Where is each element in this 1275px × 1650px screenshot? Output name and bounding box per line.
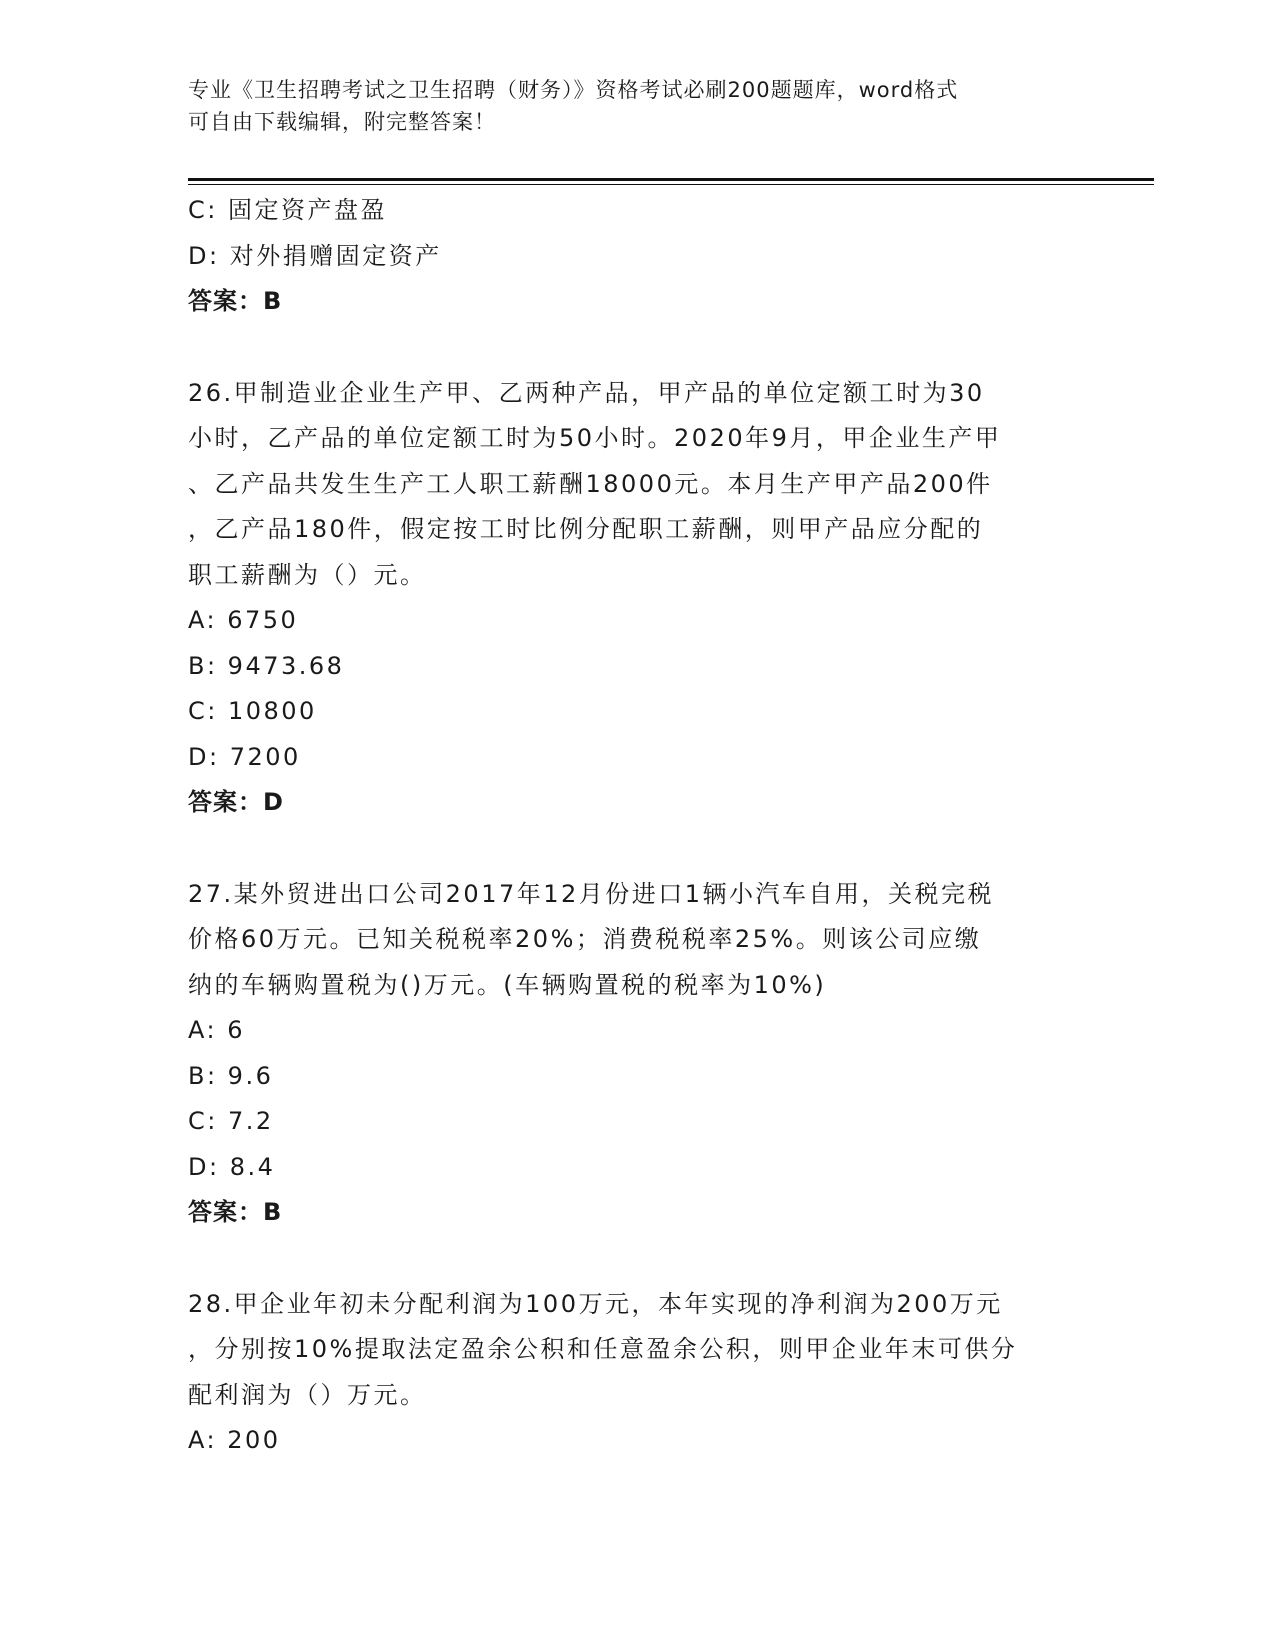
spacer <box>188 826 1088 872</box>
question-stem-line: 、乙产品共发生生产工人职工薪酬18000元。本月生产甲产品200件 <box>188 469 993 498</box>
option-a: A: 6 <box>188 1016 245 1044</box>
document-body <box>188 188 1088 1464</box>
question-stem-line: 小时，乙产品的单位定额工时为50小时。2020年9月，甲企业生产甲 <box>188 424 1002 452</box>
spacer <box>188 325 1088 371</box>
answer-line: 答案：B <box>188 1198 283 1226</box>
question-stem-line: 28.甲企业年初未分配利润为100万元，本年实现的净利润为200万元 <box>188 1289 1003 1318</box>
question-stem-line: 26.甲制造业企业生产甲、乙两种产品，甲产品的单位定额工时为30 <box>188 378 985 407</box>
question-stem-line: 纳的车辆购置税为()万元。(车辆购置税的税率为10%) <box>188 970 827 999</box>
header-divider-thick <box>188 178 1154 181</box>
question-stem-line: ，分别按10%提取法定盈余公积和任意盈余公积，则甲企业年末可供分 <box>188 1335 1018 1363</box>
answer-line: 答案：D <box>188 788 284 816</box>
header-line-2: 可自由下载编辑，附完整答案！ <box>188 110 496 134</box>
option-a: A: 6750 <box>188 606 299 634</box>
option-b: B: 9473.68 <box>188 651 345 680</box>
option-d: D: 8.4 <box>188 1152 276 1181</box>
option-a: A: 200 <box>188 1426 281 1454</box>
answer-line: 答案：B <box>188 287 283 315</box>
option-c: C: 固定资产盘盈 <box>188 196 387 224</box>
question-27 <box>188 872 1088 1236</box>
question-stem-line: 27.某外贸进出口公司2017年12月份进口1辆小汽车自用，关税完税 <box>188 879 995 908</box>
question-stem-line: 配利润为（）万元。 <box>188 1380 427 1409</box>
question-26 <box>188 371 1088 826</box>
prev-question <box>188 188 1088 325</box>
header-line-1: 专业《卫生招聘考试之卫生招聘（财务）》资格考试必刷200题题库，word格式 <box>188 78 959 102</box>
option-c: C: 10800 <box>188 697 317 725</box>
question-stem-line: 价格60万元。已知关税税率20%；消费税税率25%。则该公司应缴 <box>188 925 982 953</box>
option-d: D: 对外捐赠固定资产 <box>188 241 442 270</box>
question-28 <box>188 1282 1088 1464</box>
spacer <box>188 1236 1088 1282</box>
option-c: C: 7.2 <box>188 1107 274 1135</box>
question-stem-line: ，乙产品180件，假定按工时比例分配职工薪酬，则甲产品应分配的 <box>188 515 984 543</box>
question-stem-line: 职工薪酬为（）元。 <box>188 560 427 589</box>
option-d: D: 7200 <box>188 742 301 771</box>
document-header <box>188 74 1068 138</box>
option-b: B: 9.6 <box>188 1061 274 1090</box>
header-divider-thin <box>188 184 1154 185</box>
